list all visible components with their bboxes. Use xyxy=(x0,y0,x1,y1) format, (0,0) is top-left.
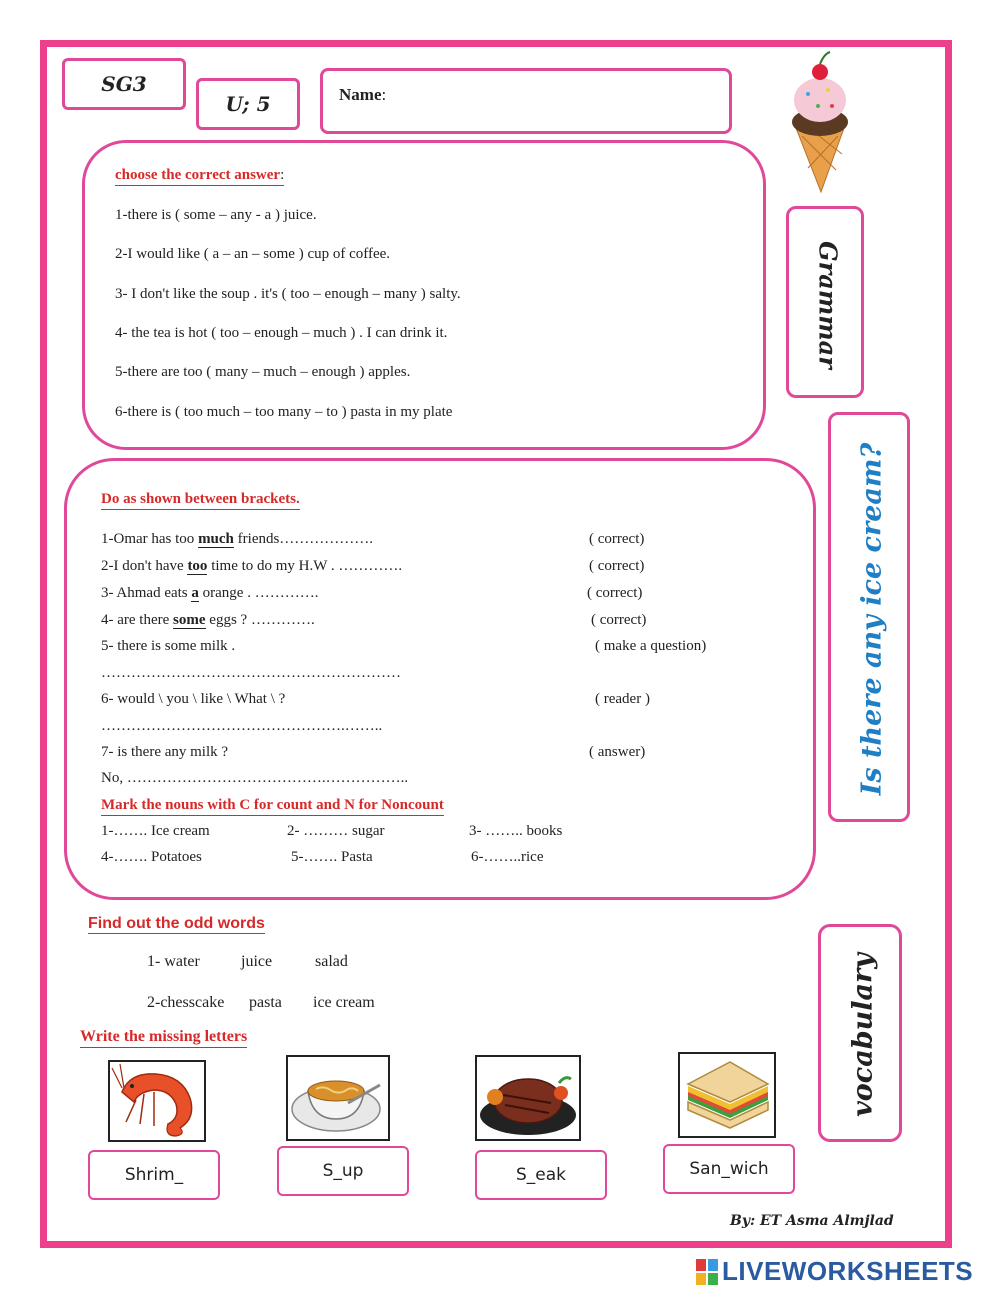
transform-hint-2: ( correct) xyxy=(589,558,645,574)
sandwich-image xyxy=(678,1052,776,1138)
transform-item-6[interactable]: 6- would \ you \ like \ What \ ? xyxy=(101,691,286,707)
choose-item-4[interactable]: 4- the tea is hot ( too – enough – much ) . I can drink it. xyxy=(115,325,448,341)
footer-brand xyxy=(696,1256,973,1287)
choose-item-2[interactable]: 2-I would like ( a – an – some ) cup of coffee. xyxy=(115,246,391,262)
footer-brand-text: LIVEWORKSHEETS xyxy=(722,1256,974,1286)
unit-label: U; 5 xyxy=(225,92,271,116)
shrimp-icon xyxy=(110,1062,204,1140)
steak-image xyxy=(475,1055,581,1141)
soup-icon xyxy=(288,1057,388,1139)
noun-item-2[interactable]: 2- ……… sugar xyxy=(287,823,385,839)
question-label: Is there any ice cream? xyxy=(856,442,888,796)
author-credit: By: ET Asma Almjlad xyxy=(730,1213,894,1229)
name-label: Name: xyxy=(339,85,387,104)
question-label-box xyxy=(828,412,910,822)
soup-image xyxy=(286,1055,390,1141)
missing-letters-title: Write the missing letters xyxy=(80,1028,247,1048)
odd-item-1c[interactable]: salad xyxy=(315,953,348,970)
section2-title: Do as shown between brackets. xyxy=(101,491,300,510)
transform-hint-6: ( reader ) xyxy=(595,691,650,707)
odd-item-2a[interactable]: 2-chesscake xyxy=(147,994,225,1011)
odd-words-title: Find out the odd words xyxy=(88,915,265,932)
transform-item-4[interactable]: 4- are there some eggs ? …………. xyxy=(101,612,315,628)
transform-hint-3: ( correct) xyxy=(587,585,643,601)
transform-hint-1: ( correct) xyxy=(589,531,645,547)
answer-line-7[interactable]: No, ………………………………….…………….. xyxy=(101,770,409,786)
answer-line-5[interactable]: …………………………………………………… xyxy=(101,665,401,681)
shrimp-answer[interactable]: Shrim_ xyxy=(88,1150,220,1200)
steak-icon xyxy=(477,1057,579,1139)
transform-hint-4: ( correct) xyxy=(591,612,647,628)
choose-item-1[interactable]: 1-there is ( some – any - a ) juice. xyxy=(115,207,317,223)
class-code-box xyxy=(62,58,186,110)
transform-item-3[interactable]: 3- Ahmad eats a orange . …………. xyxy=(101,585,319,601)
noun-item-5[interactable]: 5-……. Pasta xyxy=(291,849,373,865)
grammar-label: Grammar xyxy=(813,241,843,369)
noun-item-1[interactable]: 1-……. Ice cream xyxy=(101,823,210,839)
soup-answer[interactable]: S_up xyxy=(277,1146,409,1196)
sandwich-answer[interactable]: San_wich xyxy=(663,1144,795,1194)
choose-item-5[interactable]: 5-there are too ( many – much – enough ) apples. xyxy=(115,364,411,380)
odd-item-1a[interactable]: 1- water xyxy=(147,953,200,970)
grammar-transform-section xyxy=(64,458,816,900)
grammar-label-box xyxy=(786,206,864,398)
odd-item-2c[interactable]: ice cream xyxy=(313,994,375,1011)
transform-item-1[interactable]: 1-Omar has too much friends………………. xyxy=(101,531,374,547)
transform-item-2[interactable]: 2-I don't have too time to do my H.W . …………. xyxy=(101,558,403,574)
shrimp-image xyxy=(108,1060,206,1142)
answer-line-6[interactable]: ………………………………………….…….. xyxy=(101,718,383,734)
odd-item-2b[interactable]: pasta xyxy=(249,994,282,1011)
transform-hint-7: ( answer) xyxy=(589,744,646,760)
section3-title: Mark the nouns with C for count and N for Noncount xyxy=(101,797,444,816)
ice-cream-icon xyxy=(784,50,856,195)
unit-box xyxy=(196,78,300,130)
grammar-choose-section xyxy=(82,140,766,450)
sandwich-icon xyxy=(680,1054,774,1136)
liveworksheets-logo-icon xyxy=(696,1259,718,1285)
section1-title: choose the correct answer: xyxy=(115,167,284,186)
odd-item-1b[interactable]: juice xyxy=(241,953,273,970)
vocabulary-label-box xyxy=(818,924,902,1142)
noun-item-3[interactable]: 3- …….. books xyxy=(469,823,563,839)
name-field-box[interactable] xyxy=(320,68,732,134)
steak-answer[interactable]: S_eak xyxy=(475,1150,607,1200)
noun-item-6[interactable]: 6-……..rice xyxy=(471,849,544,865)
choose-item-3[interactable]: 3- I don't like the soup . it's ( too – enough – many ) salty. xyxy=(115,286,461,302)
choose-item-6[interactable]: 6-there is ( too much – too many – to ) pasta in my plate xyxy=(115,404,453,420)
class-code: SG3 xyxy=(101,72,147,96)
transform-hint-5: ( make a question) xyxy=(595,638,707,654)
noun-item-4[interactable]: 4-……. Potatoes xyxy=(101,849,202,865)
transform-item-7[interactable]: 7- is there any milk ? xyxy=(101,744,229,760)
vocabulary-label: vocabulary xyxy=(847,953,879,1117)
transform-item-5[interactable]: 5- there is some milk . xyxy=(101,638,236,654)
